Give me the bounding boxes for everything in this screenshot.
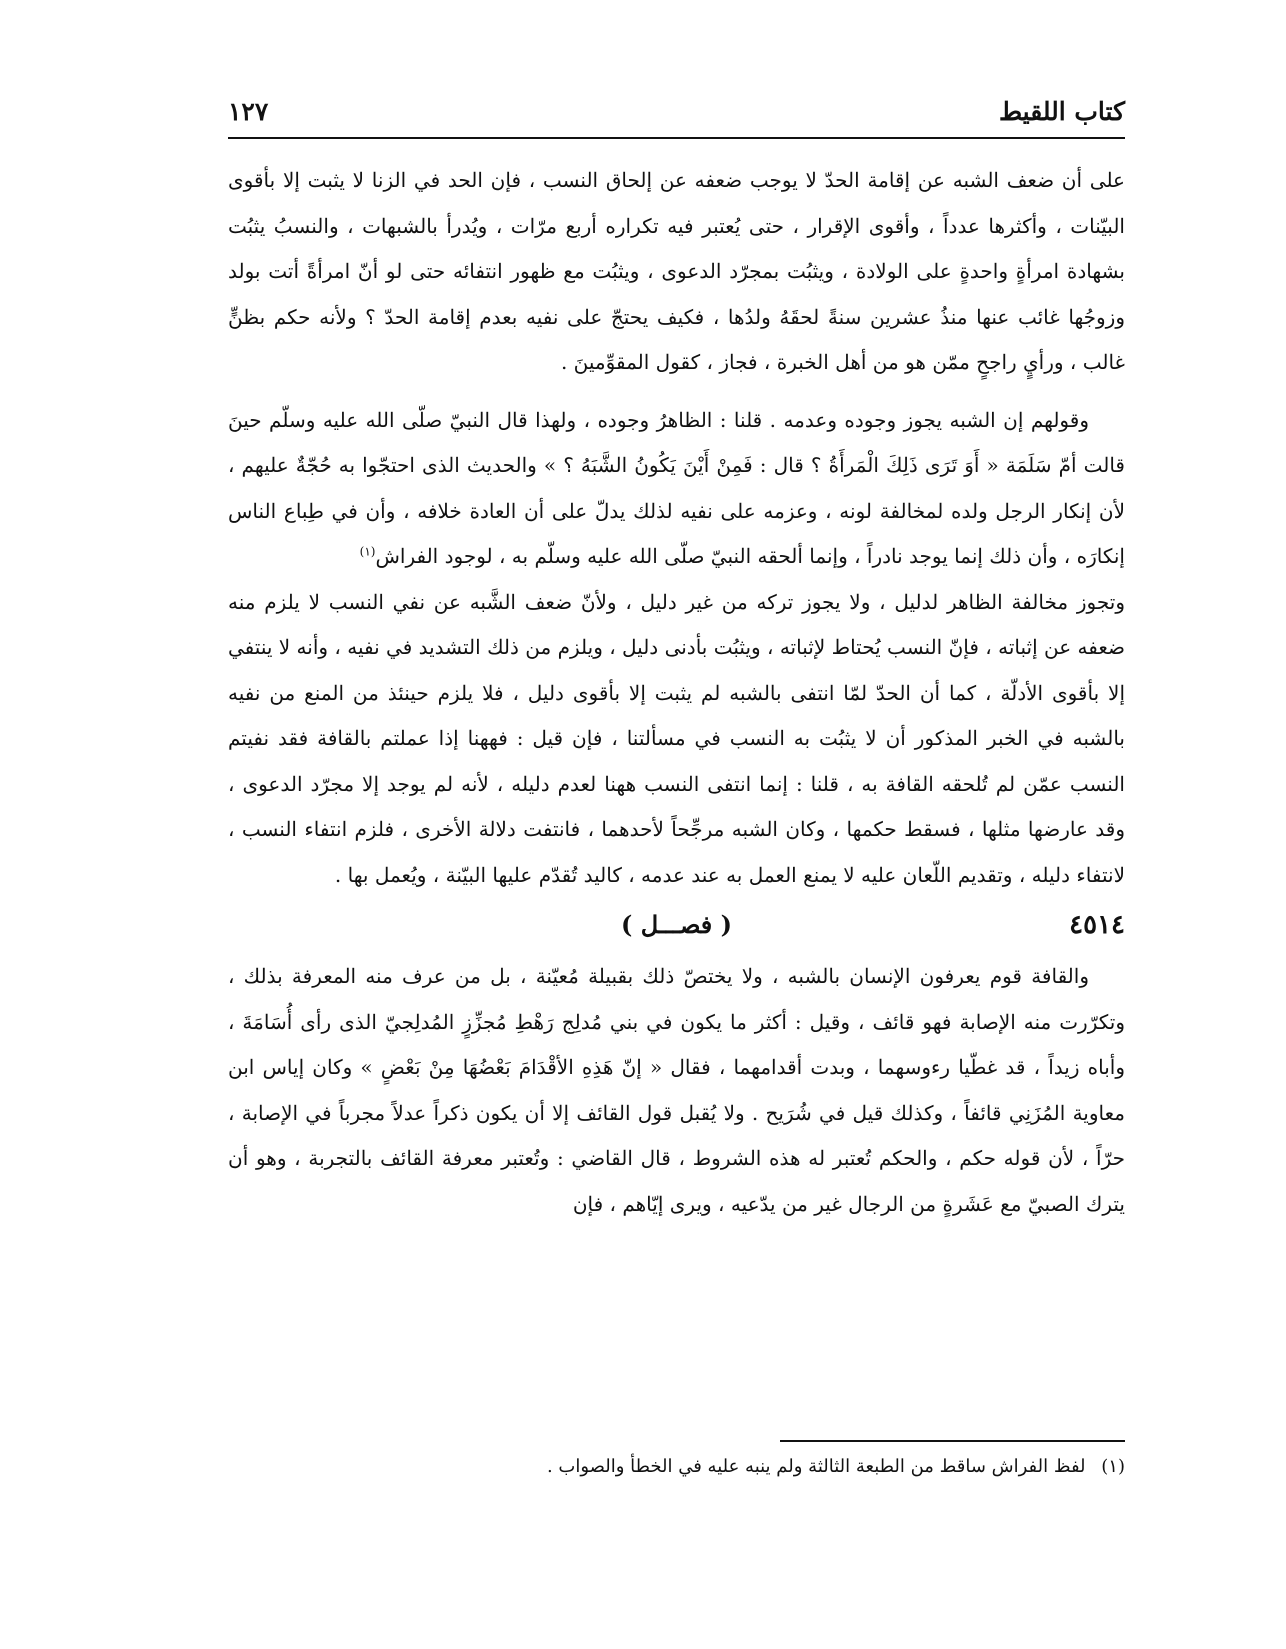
section-number: ٤٥١٤ [1069, 910, 1125, 940]
footnote [228, 1452, 1125, 1482]
page-header [228, 90, 1125, 132]
section-heading [228, 900, 1125, 950]
page-number: ١٢٧ [228, 96, 269, 126]
section-paragraph: والقافة قوم يعرفون الإنسان بالشبه ، ولا يختصّ ذلك بقبيلة مُعيّنة ، بل من عرف منه المعرفة بذلك ، وتكرّرت منه الإصابة فهو قائف ، وقيل : أكثر ما يكون في بني مُدلِج رَهْطِ مُجزِّزٍ المُدلِجيّ الذى رأى أُسَامَةَ ، وأباه زيداً ، قد غطّيا رءوسهما ، وبدت أقدامهما ، فقال « إنّ هَذِهِ الأقْدَامَ بَعْضُهَا مِنْ بَعْضٍ » وكان إياس ابن معاوية المُزَنِي قائفاً ، وكذلك قيل في شُرَيح . ولا يُقبل قول القائف إلا أن يكون ذكراً عدلاً مجرباً في الإصابة ، حرّاً ، لأن قوله حكم ، والحكم تُعتبر له هذه الشروط ، قال القاضي : وتُعتبر معرفة القائف بالتجربة ، وهو أن يترك الصبيّ مع عَشَرةٍ من الرجال غير من يدّعيه ، ويرى إيّاهم ، فإن [228, 964, 1125, 1216]
section-title: ( فصـــل ) [621, 910, 732, 939]
paragraph-2-text: وقولهم إن الشبه يجوز وجوده وعدمه . قلنا : الظاهرُ وجوده ، ولهذا قال النبيّ صلّى الله عليه وسلّم حينَ قالت أمّ سَلَمَة « أَوَ تَرَى ذَلِكَ الْمَرأَةُ ؟ قال : فَمِنْ أَيْنَ يَكُونُ الشَّبَهُ ؟ » والحديث الذى احتجّوا به حُجّةٌ عليهم ، لأن إنكار الرجل ولده لمخالفة لونه ، وعزمه على نفيه لذلك يدلّ على أن العادة خلافه ، وأن في طِباع الناس إنكارَه ، وأن ذلك إنما يوجد نادراً ، وإنما ألحقه النبيّ صلّى الله عليه وسلّم به ، لوجود الفراش [228, 407, 1125, 568]
paragraph-1: على أن ضعف الشبه عن إقامة الحدّ لا يوجب ضعفه عن إلحاق النسب ، فإن الحد في الزنا لا يثبت إلا بأقوى البيّنات ، وأكثرها عدداً ، وأقوى الإقرار ، حتى يُعتبر فيه تكراره أربع مرّات ، ويُدرأ بالشبهات ، والنسبُ يثبُت بشهادة امرأةٍ واحدةٍ على الولادة ، ويثبُت بمجرّد الدعوى ، ويثبُت مع ظهور انتفائه حتى لو أنّ امرأةً أتت بولد وزوجُها غائب عنها منذُ عشرين سنةً لحقَهُ ولدُها ، فكيف يحتجّ على نفيه بعدم إقامة الحدّ ؟ ولأنه حكم بظنٍّ غالب ، ورأيٍ راجحٍ ممّن هو من أهل الخبرة ، فجاز ، كقول المقوِّمينَ . [228, 168, 1125, 374]
header-rule [228, 137, 1125, 139]
paragraph-gap [228, 386, 1125, 398]
running-title: كتاب اللقيط [998, 96, 1125, 126]
footnote-rule [780, 1440, 1125, 1442]
paragraph-2 [228, 398, 1125, 580]
footnote-mark: (١) [1101, 1456, 1125, 1477]
footnote-text: لفظ الفراش ساقط من الطبعة الثالثة ولم ينبه عليه في الخطأ والصواب . [546, 1456, 1086, 1477]
paragraph-3: وتجوز مخالفة الظاهر لدليل ، ولا يجوز تركه من غير دليل ، ولأنّ ضعف الشَّبه عن نفي النسب لا يلزم منه ضعفه عن إثباته ، فإنّ النسب يُحتاط لإثباته ، ويثبُت بأدنى دليل ، ويلزم من ذلك التشديد في نفيه ، وأنه لا ينتفي إلا بأقوى الأدلّة ، كما أن الحدّ لمّا انتفى بالشبه لم يثبت إلا بأقوى دليل ، فلا يلزم حينئذ من المنع من نفيه بالشبه في الخبر المذكور أن لا يثبُت به النسب في مسألتنا ، فإن قيل : فههنا إذا عملتم بالقافة فقد نفيتم النسب عمّن لم تُلحقه القافة به ، قلنا : إنما انتفى النسب ههنا لعدم دليله ، لأنه لم يوجد إلا مجرّد الدعوى ، وقد عارضها مثلها ، فسقط حكمها ، وكان الشبه مرجِّحاً لأحدهما ، فانتفت دلالة الأخرى ، فلزم انتفاء النسب ، لانتفاء دليله ، وتقديم اللّعان عليه لا يمنع العمل به عند عدمه ، كاليد تُقدّم عليها البيّنة ، ويُعمل بها . [228, 589, 1125, 887]
body-text [228, 158, 1125, 1227]
footnote-reference[interactable]: (١) [359, 544, 376, 559]
